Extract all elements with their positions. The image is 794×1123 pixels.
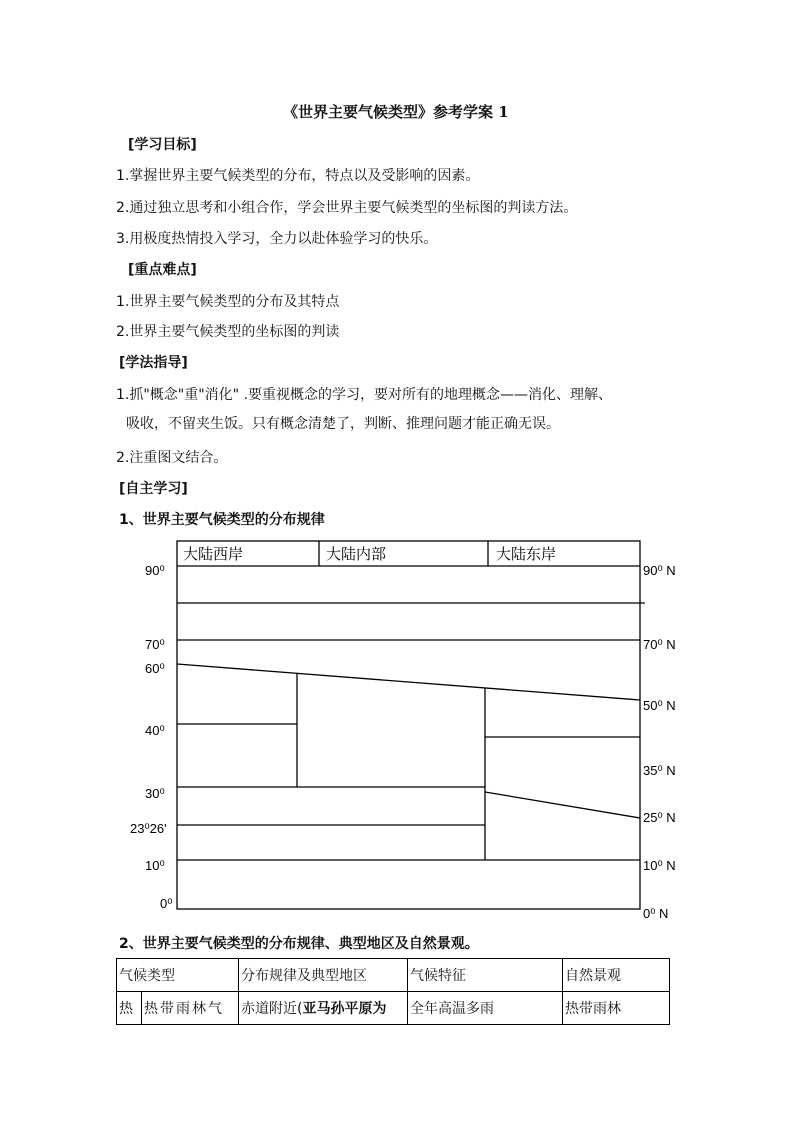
table-row bbox=[117, 992, 670, 1025]
left-label: 40⁰ bbox=[145, 723, 165, 738]
diagram-frame bbox=[177, 541, 640, 909]
landscape-cell: 热带雨林 bbox=[563, 992, 670, 1025]
right-label: 0⁰ N bbox=[643, 906, 669, 921]
header-west-coast: 大陆西岸 bbox=[183, 546, 244, 563]
distribution-region: 亚马孙平原为 bbox=[302, 1001, 387, 1017]
climate-group-cell: 热 bbox=[117, 992, 142, 1025]
page-title: 《世界主要气候类型》参考学案 1 bbox=[283, 103, 509, 121]
keypoint-item: 1.世界主要气候类型的分布及其特点 bbox=[116, 294, 340, 310]
table-header-cell: 气候特征 bbox=[408, 959, 563, 992]
question-1-heading: 1、世界主要气候类型的分布规律 bbox=[119, 512, 325, 528]
sloped-line-60-50 bbox=[177, 664, 640, 700]
left-label: 0⁰ bbox=[160, 896, 173, 911]
method-heading: [学法指导] bbox=[119, 355, 188, 371]
table-header-cell: 自然景观 bbox=[563, 959, 670, 992]
method-item: 1.抓"概念"重"消化" .要重视概念的学习，要对所有的地理概念——消化、理解、 bbox=[116, 387, 613, 403]
sloped-line-25-east bbox=[485, 792, 640, 818]
right-label: 25⁰ N bbox=[643, 810, 676, 825]
feature-cell: 全年高温多雨 bbox=[408, 992, 563, 1025]
header-east-coast: 大陆东岸 bbox=[496, 546, 557, 563]
table-header-row bbox=[117, 959, 670, 992]
right-label: 50⁰ N bbox=[643, 698, 676, 713]
right-latitude-labels bbox=[643, 563, 676, 921]
left-label: 90⁰ bbox=[145, 563, 165, 578]
table-header-cell: 分布规律及典型地区 bbox=[239, 959, 408, 992]
table-header-cell: 气候类型 bbox=[117, 959, 239, 992]
keypoints-heading: [重点难点] bbox=[128, 262, 197, 278]
objectives-heading: [学习目标] bbox=[128, 137, 197, 153]
left-label: 10⁰ bbox=[145, 858, 165, 873]
left-label: 23⁰26' bbox=[130, 821, 167, 836]
left-label: 60⁰ bbox=[145, 661, 165, 676]
left-label: 30⁰ bbox=[145, 786, 165, 801]
distribution-text: 赤道附近( bbox=[241, 1001, 303, 1017]
left-label: 70⁰ bbox=[145, 637, 165, 652]
objective-item: 3.用极度热情投入学习，全力以赴体验学习的快乐。 bbox=[116, 231, 438, 247]
right-label: 90⁰ N bbox=[643, 563, 676, 578]
question-2-heading: 2、世界主要气候类型的分布规律、典型地区及自然景观。 bbox=[119, 936, 479, 952]
self-study-heading: [自主学习] bbox=[119, 481, 188, 497]
method-item: 2.注重图文结合。 bbox=[116, 450, 228, 466]
keypoint-item: 2.世界主要气候类型的坐标图的判读 bbox=[116, 324, 340, 340]
right-label: 35⁰ N bbox=[643, 763, 676, 778]
climate-table bbox=[116, 958, 670, 1025]
objective-item: 2.通过独立思考和小组合作，学会世界主要气候类型的坐标图的判读方法。 bbox=[116, 200, 578, 216]
right-label: 10⁰ N bbox=[643, 858, 676, 873]
header-interior: 大陆内部 bbox=[326, 546, 387, 563]
left-latitude-labels bbox=[130, 563, 172, 911]
objective-item: 1.掌握世界主要气候类型的分布，特点以及受影响的因素。 bbox=[116, 168, 480, 184]
diagram-headers bbox=[183, 545, 556, 563]
climate-type-cell: 热带雨林气 bbox=[142, 992, 239, 1025]
diagram-grid bbox=[177, 541, 645, 909]
right-label: 70⁰ N bbox=[643, 637, 676, 652]
distribution-cell bbox=[239, 992, 408, 1025]
method-item: 吸收，不留夹生饭。只有概念清楚了，判断、推理问题才能正确无误。 bbox=[126, 416, 560, 432]
